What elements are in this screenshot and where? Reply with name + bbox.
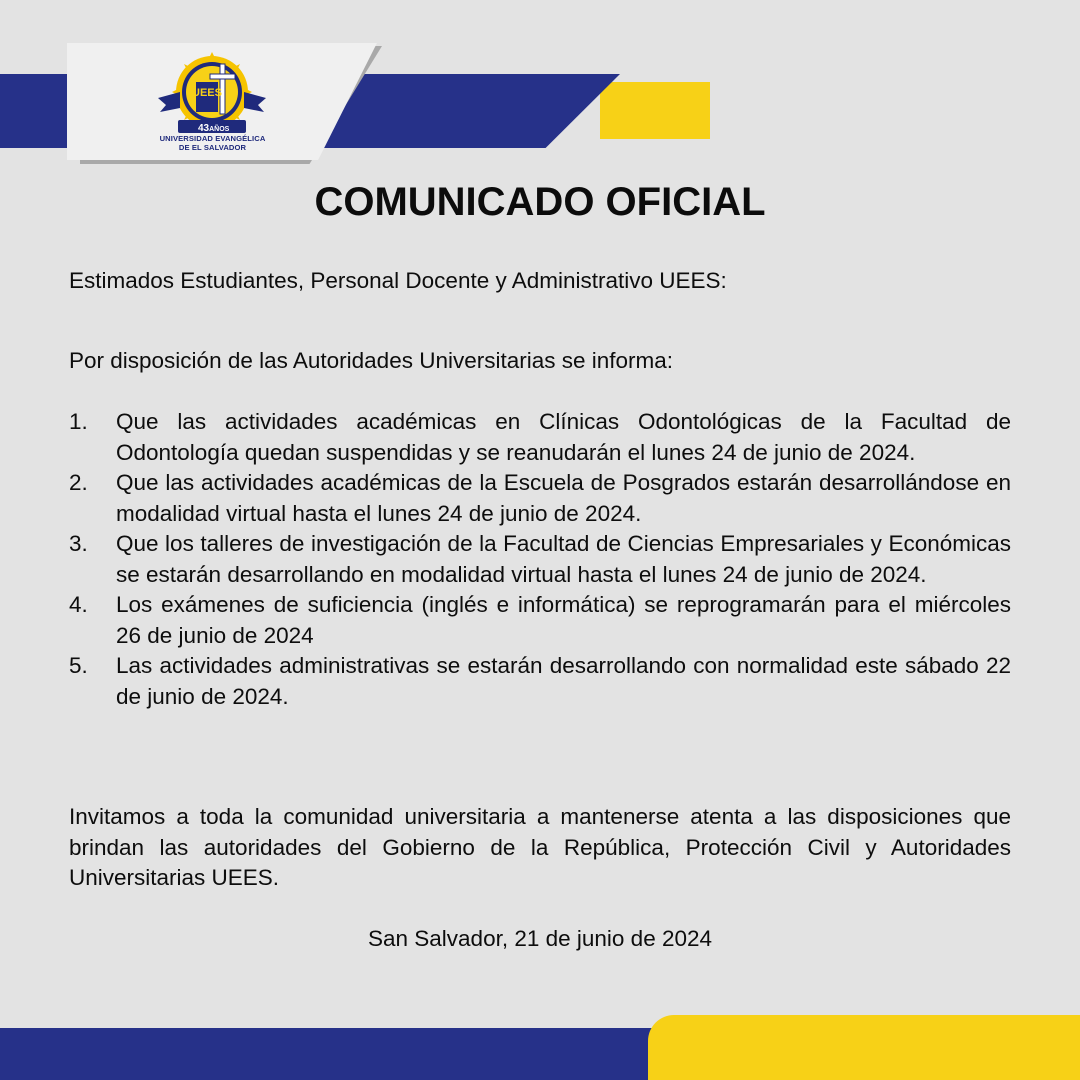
list-item-number: 5. [69, 653, 88, 678]
greeting-text: Estimados Estudiantes, Personal Docente y Administrativo UEES: [69, 268, 727, 293]
university-logo [150, 52, 275, 152]
announcement-list [69, 407, 1011, 712]
list-item-text: Las actividades administrativas se estarán desarrollando con normalidad este sábado 22 de junio de 2024. [116, 653, 1011, 709]
logo-name-line1: UNIVERSIDAD EVANGÉLICA [159, 134, 266, 143]
intro-text: Por disposición de las Autoridades Universitarias se informa: [69, 348, 674, 373]
list-item [69, 590, 1011, 651]
list-item-text: Que las actividades académicas de la Escuela de Posgrados estarán desarrollándose en modalidad virtual hasta el lunes 24 de junio de 2024. [116, 470, 1011, 526]
list-item [69, 407, 1011, 468]
list-item [69, 651, 1011, 712]
list-item-number: 3. [69, 531, 88, 556]
closing-paragraph: Invitamos a toda la comunidad universitaria a mantenerse atenta a las disposiciones que brindan las autoridades del Gobierno de la República, Protección Civil y Autoridades Universitarias UEES. [69, 804, 1011, 890]
logo-name-line2: DE EL SALVADOR [178, 143, 247, 152]
list-item [69, 468, 1011, 529]
blue-stripe-bottom [0, 1028, 655, 1080]
list-item-text: Los exámenes de suficiencia (inglés e informática) se reprogramarán para el miércoles 26 de junio de 2024 [116, 592, 1011, 648]
yellow-stripe-top [600, 82, 710, 139]
logo-monogram: UEES [192, 87, 222, 99]
page-title: COMUNICADO OFICIAL [314, 180, 766, 224]
list-item-number: 4. [69, 592, 88, 617]
list-item-number: 1. [69, 409, 88, 434]
place-date: San Salvador, 21 de junio de 2024 [367, 926, 713, 951]
yellow-stripe-bottom [648, 1015, 1080, 1080]
list-item-text: Que los talleres de investigación de la Facultad de Ciencias Empresariales y Económicas se estarán desarrollando en modalidad virtual hasta el lunes 24 de junio de 2024. [116, 531, 1011, 587]
list-item [69, 529, 1011, 590]
list-item-text: Que las actividades académicas en Clínicas Odontológicas de la Facultad de Odontología quedan suspendidas y se reanudarán el lunes 24 de junio de 2024. [116, 409, 1011, 465]
logo-years: 43AÑOS [198, 123, 230, 134]
list-item-number: 2. [69, 470, 88, 495]
